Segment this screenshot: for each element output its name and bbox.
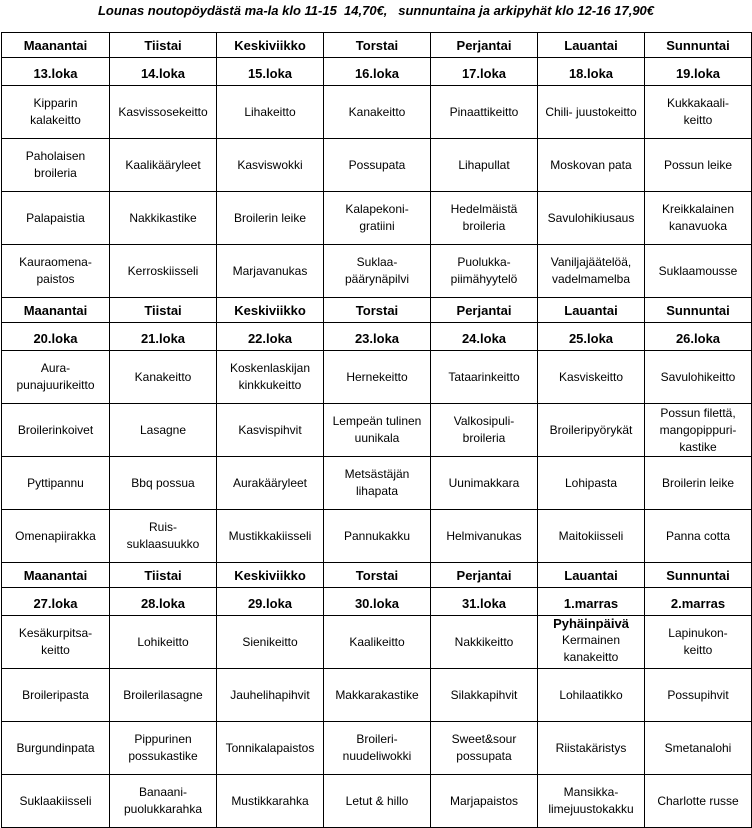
meal-line: Hernekeitto <box>346 369 408 384</box>
meal-line: kinkkukeitto <box>238 378 302 392</box>
date-cell: 27.loka <box>2 588 110 616</box>
meal-line: Makkarakastike <box>335 687 419 702</box>
meal-cell <box>538 139 645 192</box>
meal-line: Aura- <box>40 361 71 375</box>
meal-cell <box>110 139 217 192</box>
meal-line: Possupihvit <box>667 687 729 702</box>
day-header-torstai: Torstai <box>324 298 431 323</box>
meal-line: Kaalikeitto <box>349 634 405 649</box>
meal-line: Kalapekoni- <box>345 202 409 216</box>
meal-line: Moskovan pata <box>550 157 632 172</box>
meal-cell <box>431 139 538 192</box>
meal-line: Bbq possua <box>131 475 195 490</box>
meal-cell <box>324 192 431 245</box>
meal-line: keitto <box>41 643 70 657</box>
meal-line: Aurakääryleet <box>232 475 308 490</box>
date-cell: 22.loka <box>217 323 324 351</box>
day-header-row <box>2 298 752 323</box>
meal-cell <box>538 510 645 563</box>
meal-line: kalakeitto <box>30 113 81 127</box>
meal-line: limejuustokakku <box>548 802 634 816</box>
meal-line: Lohipasta <box>564 475 618 490</box>
meal-line: piimähyytelö <box>450 272 518 286</box>
meal-cell <box>2 404 110 457</box>
meal-line: Nakkikastike <box>129 210 197 225</box>
meal-line: Lapinukon- <box>668 626 728 640</box>
meal-line: Tonnikalapaistos <box>225 740 315 755</box>
meal-line: lihapata <box>355 484 399 498</box>
meal-line: Tataarinkeitto <box>448 369 520 384</box>
meal-line: kanavuoka <box>668 219 728 233</box>
date-cell: 18.loka <box>538 58 645 86</box>
day-header-lauantai: Lauantai <box>538 298 645 323</box>
day-header-keskiviikko: Keskiviikko <box>217 298 324 323</box>
meal-line: Puolukka- <box>457 255 511 269</box>
meal-line: Letut & hillo <box>345 793 409 808</box>
meal-cell <box>110 457 217 510</box>
meal-cell <box>324 510 431 563</box>
meal-cell <box>431 245 538 298</box>
meal-line: Suklaakiisseli <box>19 793 92 808</box>
meal-cell <box>538 404 645 457</box>
meal-cell <box>110 192 217 245</box>
meal-cell <box>217 510 324 563</box>
date-cell: 23.loka <box>324 323 431 351</box>
meal-cell <box>538 775 645 828</box>
meal-line: nuudeliwokki <box>342 749 412 763</box>
date-cell: 17.loka <box>431 58 538 86</box>
meal-line: Kermainen <box>561 633 621 647</box>
meal-line: Kaalikääryleet <box>125 157 201 172</box>
day-header-torstai: Torstai <box>324 33 431 58</box>
meal-line: possupata <box>456 749 512 763</box>
day-header-maanantai: Maanantai <box>2 563 110 588</box>
meal-cell <box>538 457 645 510</box>
meal-line: Savulohikiusaus <box>547 210 635 225</box>
meal-cell <box>538 351 645 404</box>
lunch-menu-table <box>1 32 752 828</box>
meal-line: päärynäpilvi <box>344 272 410 286</box>
meal-cell <box>431 722 538 775</box>
day-header-tiistai: Tiistai <box>110 298 217 323</box>
date-cell: 25.loka <box>538 323 645 351</box>
meal-line: Kasviswokki <box>237 157 303 172</box>
day-header-lauantai: Lauantai <box>538 33 645 58</box>
meal-cell <box>217 192 324 245</box>
date-cell: 13.loka <box>2 58 110 86</box>
day-header-tiistai: Tiistai <box>110 33 217 58</box>
meal-cell <box>324 86 431 139</box>
date-cell: 1.marras <box>538 588 645 616</box>
meal-cell <box>538 86 645 139</box>
meal-line: Marjapaistos <box>449 793 519 808</box>
meal-cell <box>324 139 431 192</box>
meal-line: Kanakeitto <box>348 104 406 119</box>
meal-line: Broilerin leike <box>661 475 735 490</box>
date-cell: 19.loka <box>645 58 752 86</box>
meal-line: Savulohikeitto <box>660 369 736 384</box>
date-cell: 15.loka <box>217 58 324 86</box>
meal-cell <box>645 510 752 563</box>
meal-line: Kasviskeitto <box>558 369 624 384</box>
date-cell: 26.loka <box>645 323 752 351</box>
meal-line: Pippurinen <box>134 732 192 746</box>
day-header-perjantai: Perjantai <box>431 563 538 588</box>
meal-row <box>2 245 752 298</box>
meal-cell <box>431 192 538 245</box>
meal-line: Broileri- <box>356 732 398 746</box>
date-cell: 30.loka <box>324 588 431 616</box>
holiday-label: Pyhäinpäivä <box>553 616 629 631</box>
meal-line: broileria <box>462 219 506 233</box>
meal-cell <box>217 616 324 669</box>
meal-cell <box>645 404 752 457</box>
meal-cell <box>645 669 752 722</box>
meal-line: Uunimakkara <box>448 475 520 490</box>
meal-line: Broilerin leike <box>233 210 307 225</box>
meal-line: Smetanalohi <box>664 740 732 755</box>
date-cell: 31.loka <box>431 588 538 616</box>
day-header-maanantai: Maanantai <box>2 298 110 323</box>
meal-row <box>2 722 752 775</box>
day-header-perjantai: Perjantai <box>431 298 538 323</box>
meal-line: kastike <box>679 439 717 454</box>
meal-line: Koskenlaskijan <box>229 361 311 375</box>
meal-row <box>2 669 752 722</box>
meal-line: punajuurikeitto <box>16 378 95 392</box>
meal-line: Kauraomena- <box>19 255 92 269</box>
day-header-sunnuntai: Sunnuntai <box>645 33 752 58</box>
day-header-sunnuntai: Sunnuntai <box>645 298 752 323</box>
meal-line: Chili- juustokeitto <box>545 104 637 119</box>
meal-cell <box>645 351 752 404</box>
meal-line: kanakeitto <box>563 650 619 664</box>
day-header-maanantai: Maanantai <box>2 33 110 58</box>
meal-cell <box>217 404 324 457</box>
meal-line: Kreikkalainen <box>661 202 735 216</box>
day-header-row <box>2 563 752 588</box>
meal-line: Omenapiirakka <box>15 528 96 543</box>
day-header-lauantai: Lauantai <box>538 563 645 588</box>
date-row <box>2 58 752 86</box>
meal-cell <box>324 722 431 775</box>
meal-line: suklaasuukko <box>126 537 200 551</box>
meal-line: vadelmamelba <box>551 272 631 286</box>
day-header-sunnuntai: Sunnuntai <box>645 563 752 588</box>
meal-line: Kukkakaali- <box>666 96 730 110</box>
meal-cell <box>217 245 324 298</box>
meal-line: Lempeän tulinen <box>332 414 422 428</box>
meal-cell <box>431 404 538 457</box>
meal-line: Possun filettä, <box>660 405 736 420</box>
meal-line: Lihapullat <box>458 157 510 172</box>
date-row <box>2 588 752 616</box>
meal-cell <box>431 86 538 139</box>
meal-line: Suklaamousse <box>658 263 738 278</box>
meal-line: Pinaattikeitto <box>449 104 519 119</box>
meal-line: Sweet&sour <box>451 732 517 746</box>
date-cell: 29.loka <box>217 588 324 616</box>
date-cell: 20.loka <box>2 323 110 351</box>
date-cell: 21.loka <box>110 323 217 351</box>
meal-cell <box>110 775 217 828</box>
meal-line: Nakkikeitto <box>454 634 514 649</box>
meal-line: Sienikeitto <box>242 634 298 649</box>
meal-row <box>2 192 752 245</box>
meal-line: Broilerilasagne <box>123 687 203 702</box>
meal-cell <box>645 457 752 510</box>
meal-line: Mansikka- <box>563 785 619 799</box>
meal-cell <box>324 457 431 510</box>
meal-cell <box>2 616 110 669</box>
meal-line: Charlotte russe <box>657 793 739 808</box>
meal-line: Helmivanukas <box>446 528 522 543</box>
meal-line: Jauhelihapihvit <box>230 687 310 702</box>
meal-cell <box>538 669 645 722</box>
meal-line: Burgundinpata <box>16 740 95 755</box>
meal-line: Palapaistia <box>26 210 85 225</box>
meal-line: Metsästäjän <box>344 467 410 481</box>
meal-row <box>2 139 752 192</box>
meal-line: keitto <box>683 113 713 127</box>
meal-line: Kasvispihvit <box>238 422 302 437</box>
meal-line: possukastike <box>128 749 198 763</box>
meal-cell <box>2 86 110 139</box>
meal-cell <box>645 245 752 298</box>
meal-cell <box>431 457 538 510</box>
meal-cell <box>2 139 110 192</box>
meal-line: gratiini <box>359 219 395 233</box>
meal-cell <box>217 775 324 828</box>
meal-line: Vaniljajäätelöä, <box>550 255 632 269</box>
meal-line: Pyttipannu <box>27 475 84 490</box>
meal-line: paistos <box>36 272 75 286</box>
meal-line: Banaani- <box>138 785 188 799</box>
meal-cell <box>324 351 431 404</box>
day-header-perjantai: Perjantai <box>431 33 538 58</box>
date-cell: 14.loka <box>110 58 217 86</box>
meal-line: Mustikkarahka <box>231 793 309 808</box>
day-header-keskiviikko: Keskiviikko <box>217 563 324 588</box>
meal-line: Panna cotta <box>665 528 731 543</box>
meal-line: Lohilaatikko <box>559 687 623 702</box>
meal-line: Kipparin <box>33 96 78 110</box>
meal-row <box>2 457 752 510</box>
meal-cell <box>645 722 752 775</box>
meal-row <box>2 775 752 828</box>
meal-cell <box>645 86 752 139</box>
meal-line: Valkosipuli- <box>453 414 515 428</box>
meal-line: Kerroskiisseli <box>127 263 199 278</box>
meal-cell <box>2 457 110 510</box>
meal-cell <box>538 192 645 245</box>
meal-cell <box>645 139 752 192</box>
meal-cell <box>217 669 324 722</box>
meal-cell <box>538 722 645 775</box>
meal-line: Riistakäristys <box>555 740 627 755</box>
meal-row <box>2 616 752 669</box>
meal-line: Kasvissosekeitto <box>118 104 208 119</box>
meal-line: Kanakeitto <box>134 369 192 384</box>
meal-cell <box>2 192 110 245</box>
meal-row <box>2 404 752 457</box>
meal-row <box>2 351 752 404</box>
meal-line: Pannukakku <box>343 528 411 543</box>
meal-cell <box>324 616 431 669</box>
meal-line: keitto <box>683 643 713 657</box>
meal-line: Broileripyörykät <box>549 422 633 437</box>
meal-row <box>2 86 752 139</box>
meal-line: mangopippuri- <box>659 422 737 437</box>
date-cell: 28.loka <box>110 588 217 616</box>
meal-line: Mustikkakiisseli <box>228 528 312 543</box>
meal-cell <box>2 669 110 722</box>
meal-cell <box>217 457 324 510</box>
meal-cell <box>2 510 110 563</box>
meal-cell <box>110 86 217 139</box>
meal-cell <box>110 616 217 669</box>
meal-cell <box>324 404 431 457</box>
date-cell: 24.loka <box>431 323 538 351</box>
menu-title: Lounas noutopöydästä ma-la klo 11-15 14,70€, sunnuntaina ja arkipyhät klo 12-16 17,90€ <box>97 3 655 18</box>
meal-line: uunikala <box>354 431 400 445</box>
date-cell: 2.marras <box>645 588 752 616</box>
meal-cell <box>110 245 217 298</box>
meal-cell <box>538 616 645 669</box>
meal-cell <box>324 775 431 828</box>
meal-line: Lihakeitto <box>244 104 296 119</box>
meal-cell <box>324 669 431 722</box>
meal-line: Maitokiisseli <box>558 528 624 543</box>
meal-cell <box>645 616 752 669</box>
date-cell: 16.loka <box>324 58 431 86</box>
meal-line: Lohikeitto <box>137 634 189 649</box>
meal-cell <box>110 351 217 404</box>
meal-line: Possun leike <box>663 157 733 172</box>
meal-line: Broileripasta <box>22 687 89 702</box>
date-row <box>2 323 752 351</box>
meal-cell <box>110 722 217 775</box>
meal-cell <box>110 669 217 722</box>
meal-cell <box>538 245 645 298</box>
day-header-tiistai: Tiistai <box>110 563 217 588</box>
meal-cell <box>431 351 538 404</box>
day-header-row <box>2 33 752 58</box>
meal-line: broileria <box>34 166 77 180</box>
meal-line: Possupata <box>348 157 406 172</box>
meal-cell <box>431 616 538 669</box>
meal-cell <box>645 192 752 245</box>
meal-cell <box>645 775 752 828</box>
day-header-keskiviikko: Keskiviikko <box>217 33 324 58</box>
meal-line: Lasagne <box>139 422 187 437</box>
meal-line: Ruis- <box>148 520 177 534</box>
meal-line: Silakkapihvit <box>450 687 518 702</box>
day-header-torstai: Torstai <box>324 563 431 588</box>
meal-cell <box>217 351 324 404</box>
meal-cell <box>217 722 324 775</box>
meal-cell <box>217 139 324 192</box>
meal-cell <box>110 404 217 457</box>
meal-cell <box>431 775 538 828</box>
meal-cell <box>431 510 538 563</box>
meal-line: Hedelmäistä <box>450 202 518 216</box>
meal-line: Broilerinkoivet <box>17 422 94 437</box>
meal-line: puolukkarahka <box>123 802 203 816</box>
meal-cell <box>2 775 110 828</box>
meal-cell <box>2 245 110 298</box>
meal-cell <box>2 722 110 775</box>
meal-cell <box>431 669 538 722</box>
meal-line: broileria <box>462 431 506 445</box>
meal-cell <box>2 351 110 404</box>
meal-line: Paholaisen <box>25 149 86 163</box>
meal-cell <box>217 86 324 139</box>
meal-row <box>2 510 752 563</box>
meal-line: Suklaa- <box>356 255 398 269</box>
meal-cell <box>110 510 217 563</box>
meal-line: Kesäkurpitsa- <box>18 626 93 640</box>
meal-cell <box>324 245 431 298</box>
meal-line: Marjavanukas <box>232 263 308 278</box>
